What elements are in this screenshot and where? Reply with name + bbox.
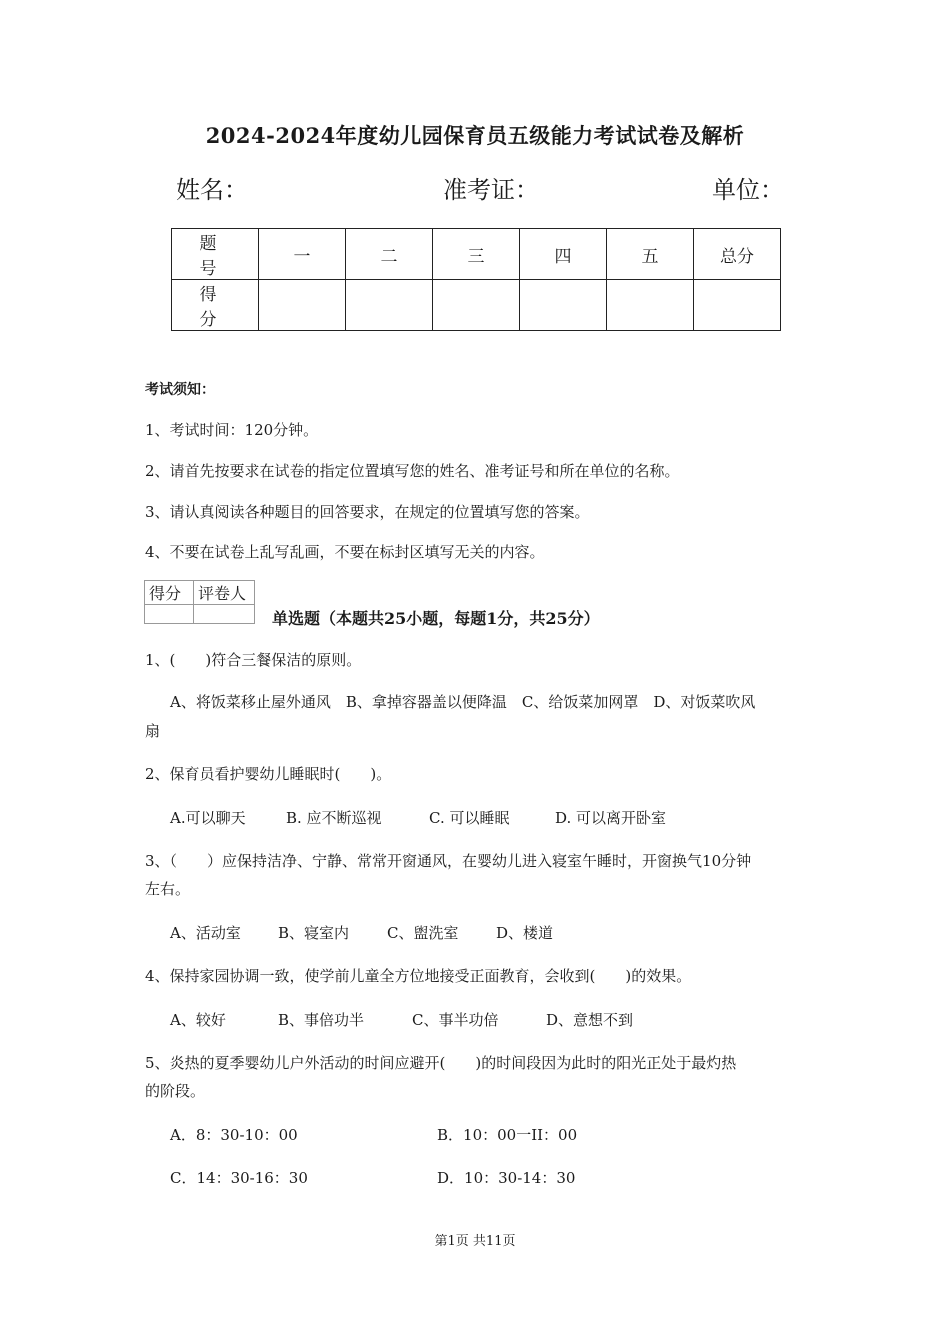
score-cell-3[interactable] <box>433 280 520 331</box>
name-field-label: 姓名： <box>176 176 248 204</box>
notice-heading: 考试须知： <box>145 382 215 398</box>
question-5-text: 5、炎热的夏季婴幼儿户外活动的时间应避开( )的时间段因为此时的阳光正处于最灼热 <box>145 1054 737 1072</box>
section-title: 单选题（本题共25小题，每题1分，共25分） <box>272 609 600 628</box>
score-cell-4[interactable] <box>520 280 607 331</box>
grader-name-label: 评卷人 <box>194 581 255 605</box>
question-4-text: 4、保持家园协调一致，使学前儿童全方位地接受正面教育，会收到( )的效果。 <box>145 967 692 985</box>
question-3-option-a[interactable]: A、活动室 <box>170 924 241 942</box>
score-header-label: 题 号 <box>172 229 259 280</box>
score-header-4: 四 <box>520 229 607 280</box>
notice-item: 3、请认真阅读各种题目的回答要求，在规定的位置填写您的答案。 <box>145 503 590 521</box>
question-2-option-a[interactable]: A.可以聊天 <box>170 809 246 827</box>
question-1-options: A、将饭菜移止屋外通风 B、拿掉容器盖以便降温 C、给饭菜加网罩 D、对饭菜吹风 <box>170 693 756 711</box>
question-5-option-a[interactable]: A．8：30-10：00 <box>170 1126 298 1144</box>
question-2-option-b[interactable]: B. 应不断巡视 <box>286 809 382 827</box>
score-cell-total[interactable] <box>694 280 781 331</box>
question-4-option-d[interactable]: D、意想不到 <box>546 1011 634 1029</box>
question-5-option-c[interactable]: C．14：30-16：30 <box>170 1169 308 1187</box>
question-5-option-b[interactable]: B．10：00一II：00 <box>437 1126 578 1144</box>
question-2-option-d[interactable]: D. 可以离开卧室 <box>555 809 667 827</box>
score-header-total: 总分 <box>694 229 781 280</box>
notice-item: 4、不要在试卷上乱写乱画，不要在标封区填写无关的内容。 <box>145 543 545 561</box>
score-table <box>171 228 781 331</box>
question-5-option-d[interactable]: D．10：30-14：30 <box>437 1169 576 1187</box>
score-cell-2[interactable] <box>346 280 433 331</box>
question-3-option-d[interactable]: D、楼道 <box>496 924 554 942</box>
question-4-option-c[interactable]: C、事半功倍 <box>412 1011 499 1029</box>
question-4-option-a[interactable]: A、较好 <box>170 1011 226 1029</box>
question-5-text-wrap: 的阶段。 <box>145 1082 206 1100</box>
grader-score-label: 得分 <box>145 581 194 605</box>
exam-id-field-label: 准考证： <box>443 176 539 204</box>
question-1-text: 1、( )符合三餐保洁的原则。 <box>145 651 362 669</box>
question-4-option-b[interactable]: B、事倍功半 <box>278 1011 365 1029</box>
score-table-header-row <box>172 229 781 280</box>
score-header-3: 三 <box>433 229 520 280</box>
grader-box <box>144 580 255 624</box>
score-table-score-row <box>172 280 781 331</box>
score-row-label: 得 分 <box>172 280 259 331</box>
question-3-text: 3、（ ）应保持洁净、宁静、常常开窗通风，在婴幼儿进入寝室午睡时，开窗换气10分钟 <box>145 852 752 870</box>
score-header-5: 五 <box>607 229 694 280</box>
score-header-2: 二 <box>346 229 433 280</box>
unit-field-label: 单位： <box>712 176 784 204</box>
question-3-option-b[interactable]: B、寝室内 <box>278 924 350 942</box>
page-footer: 第1页 共11页 <box>434 1234 516 1249</box>
notice-item: 2、请首先按要求在试卷的指定位置填写您的姓名、准考证号和所在单位的名称。 <box>145 462 680 480</box>
score-header-1: 一 <box>259 229 346 280</box>
grader-name-cell[interactable] <box>194 605 255 624</box>
question-3-text-wrap: 左右。 <box>145 880 191 898</box>
question-3-option-c[interactable]: C、盥洗室 <box>387 924 459 942</box>
grader-score-cell[interactable] <box>145 605 194 624</box>
notice-item: 1、考试时间：120分钟。 <box>145 421 319 439</box>
score-cell-5[interactable] <box>607 280 694 331</box>
question-2-text: 2、保育员看护婴幼儿睡眠时( )。 <box>145 765 392 783</box>
page-title: 2024-2024年度幼儿园保育员五级能力考试试卷及解析 <box>205 123 745 148</box>
question-2-option-c[interactable]: C. 可以睡眠 <box>429 809 510 827</box>
score-cell-1[interactable] <box>259 280 346 331</box>
question-1-options-wrap: 扇 <box>145 722 161 740</box>
